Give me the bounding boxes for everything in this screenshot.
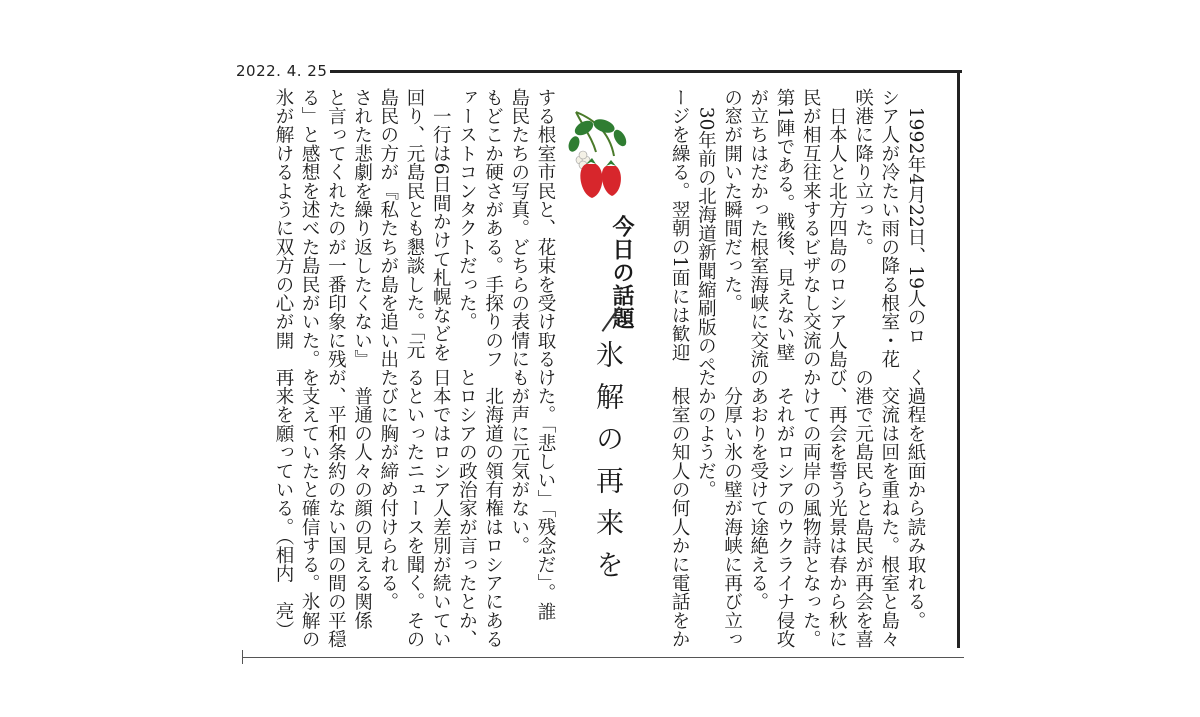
article-line: 30年前の北海道新聞縮刷版のペ — [695, 88, 717, 374]
article-line: のあおりを受けて途絶える。 — [747, 368, 769, 612]
article-line: 日本人と北方四島のロシア人島 — [826, 88, 848, 369]
article-line: 民が相互往来するビザなし交流の — [800, 88, 822, 369]
article-line: もが声に元気がない。 — [508, 368, 530, 555]
article-line: 根室の知人の何人かに電話をか — [669, 368, 691, 649]
article-line: された悲劇を繰り返したくない』 — [351, 88, 373, 369]
article-line: 回り、元島民とも懇談した。「元 — [403, 88, 425, 360]
article-line: ァーストコンタクトだった。 — [456, 88, 478, 332]
strawberry-icon — [566, 108, 630, 208]
article-line: 1992年4月22日、19人のロ — [905, 88, 926, 346]
article-column-upper-left — [238, 88, 558, 369]
article-line: たかのようだ。 — [695, 368, 717, 499]
article-line: かけての両岸の風物詩となった。 — [800, 368, 822, 649]
publication-date: 2022. 4. 25 — [236, 62, 328, 80]
article-column-lower-left — [238, 368, 558, 649]
section-kicker: 今日の話題 — [609, 215, 634, 330]
article-line: び、再会を誓う光景は春から秋に — [826, 368, 848, 649]
article-column-lower-right — [638, 368, 928, 649]
article-line: 分厚い氷の壁が海峡に再び立っ — [721, 368, 743, 649]
article-line: 島民たちの写真。どちらの表情に — [508, 88, 530, 369]
article-line: 第1陣である。戦後、見えない壁 — [773, 88, 795, 362]
article-line: それがロシアのウクライナ侵攻 — [773, 368, 795, 649]
headline: 氷解の再来を — [592, 340, 625, 592]
article-line: く過程を紙面から読み取れる。 — [905, 368, 926, 630]
bottom-rule — [242, 657, 964, 658]
article-line: を支えていたと確信する。氷解の — [299, 368, 321, 649]
article-line: シア人が冷たい雨の降る根室・花 — [878, 88, 900, 369]
article-line: もどこか硬さがある。手探りのフ — [482, 88, 504, 369]
article-line: する根室市民と、花束を受け取る — [535, 88, 556, 369]
article-line: 氷が解けるように双方の心が開 — [272, 88, 294, 350]
article-line: と言ってくれたのが一番印象に残 — [325, 88, 347, 369]
article-line: の港で元島民らと島民が再会を喜 — [852, 368, 874, 649]
top-rule — [330, 70, 962, 73]
article-line: る」と感想を述べた島民がいた。 — [299, 88, 321, 369]
article-line: が立ちはだかった根室海峡に交流 — [747, 88, 769, 369]
article-line: が、平和条約のない国の間の平穏 — [325, 368, 347, 649]
article-line: けた。「悲しい」「残念だ」。誰 — [535, 368, 556, 621]
article-line: るといったニュースを聞く。その — [403, 368, 425, 649]
article-line: の窓が開いた瞬間だった。 — [721, 88, 743, 313]
article-line: 北海道の領有権はロシアにある — [482, 368, 504, 649]
article-line: たびに胸が締め付けられる。 — [377, 368, 399, 612]
bottom-rule-tick — [242, 650, 243, 664]
article-line: 日本ではロシア人差別が続いてい — [430, 368, 452, 649]
article-line: とロシアの政治家が言ったとか、 — [456, 368, 478, 649]
article-column-upper-right — [638, 88, 928, 374]
article-line: 島民の方が『私たちが島を追い出 — [377, 88, 399, 369]
article-line: 咲港に降り立った。 — [852, 88, 874, 257]
right-rule — [957, 70, 960, 648]
article-line: 普通の人々の顔の見える関係 — [351, 368, 373, 630]
article-line: 一行は6日間かけて札幌などを — [430, 88, 452, 362]
article-line: 再来を願っている。（相内 亮） — [272, 368, 294, 640]
article-line: 交流は回を重ねた。根室と島々 — [878, 368, 900, 649]
article-line: ージを繰る。翌朝の1面には歓迎 — [669, 88, 691, 362]
